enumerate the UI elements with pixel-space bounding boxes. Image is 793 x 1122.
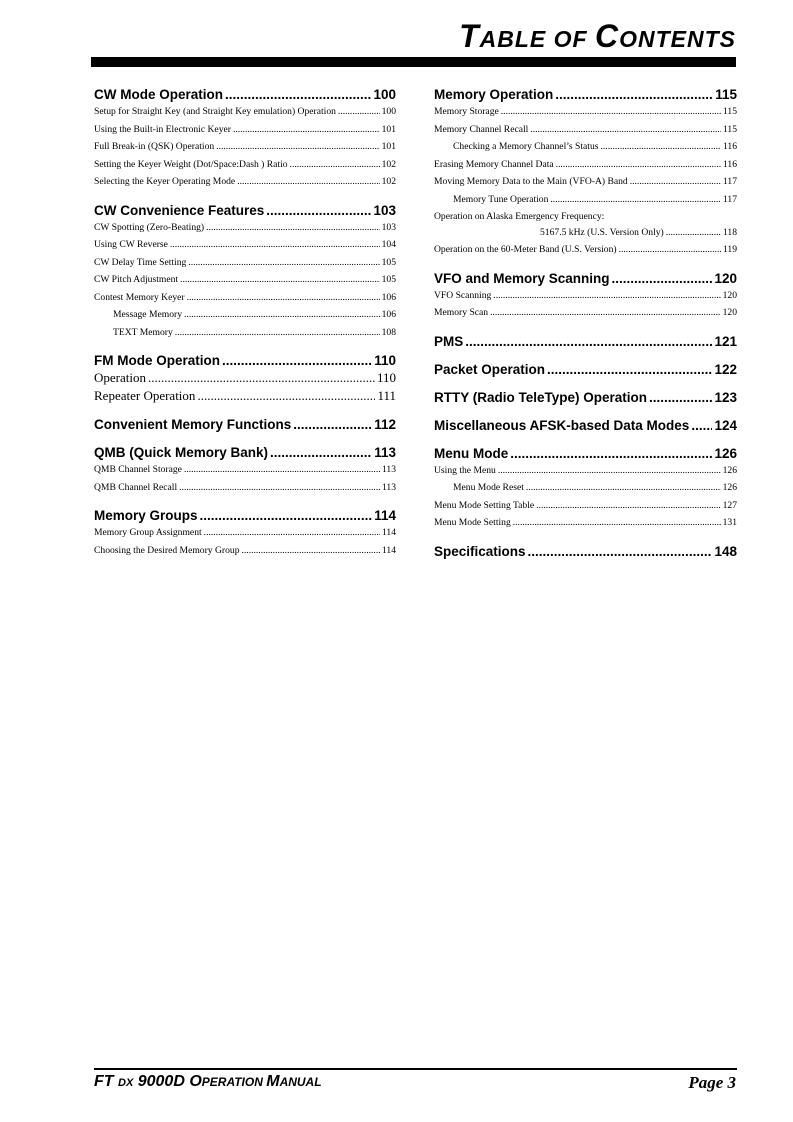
toc-entry-label: Menu Mode Setting [434, 517, 511, 528]
toc-subentry [94, 254, 396, 272]
toc-page-number: 115 [715, 87, 737, 102]
toc-page-number: 101 [381, 141, 396, 152]
toc-entry-label: TEXT Memory [113, 326, 173, 338]
toc-entry-label: Message Memory [113, 309, 183, 320]
dot-leader [513, 514, 721, 532]
toc-page-number: 104 [381, 239, 396, 250]
toc-page-number: 108 [381, 326, 396, 338]
toc-entry-label: Full Break-in (QSK) Operation [94, 141, 215, 152]
toc-entry-label: Menu Mode Reset [453, 482, 524, 493]
toc-page-number: 102 [381, 158, 396, 170]
toc-section-heading [94, 352, 396, 369]
dot-leader [493, 287, 720, 305]
dot-leader [266, 202, 371, 219]
title-rule [91, 57, 736, 67]
toc-section-heading [434, 543, 737, 560]
toc-page-number: 106 [381, 291, 396, 303]
toc-section-heading [434, 417, 737, 434]
dot-leader [222, 352, 372, 369]
toc-entry-label: Contest Memory Keyer [94, 291, 185, 303]
toc-page-number: 113 [381, 481, 396, 493]
toc-section-heading [434, 333, 737, 350]
toc-entry-label: Memory Channel Recall [434, 123, 529, 135]
dot-leader [184, 461, 380, 479]
page-title [459, 16, 736, 59]
toc-page-number: 112 [374, 417, 396, 432]
toc-entry-label: QMB Channel Storage [94, 464, 182, 475]
footer-rule [94, 1068, 737, 1070]
dot-leader [630, 173, 721, 191]
toc-subentry [434, 224, 737, 242]
toc-entry-label: Convenient Memory Functions [94, 417, 292, 432]
toc-subentry [434, 462, 737, 480]
dot-leader [498, 462, 721, 480]
dot-leader [197, 387, 375, 405]
dot-leader [338, 103, 380, 121]
dot-leader [691, 417, 712, 434]
footer-title-part: 9000D [133, 1073, 190, 1090]
toc-page-number: 123 [714, 389, 737, 405]
toc-page-number: 105 [381, 256, 396, 268]
footer-title-part: ANUAL [279, 1075, 322, 1089]
toc-page-number: 118 [722, 226, 737, 238]
dot-leader [612, 270, 713, 287]
toc-entry-label: Moving Memory Data to the Main (VFO-A) Band [434, 176, 628, 187]
toc-entry-label: Repeater Operation [94, 388, 196, 403]
toc-section-heading [434, 361, 737, 378]
toc-page-number: 106 [381, 309, 396, 320]
toc-entry-label: Menu Mode [434, 445, 509, 461]
toc-section-heading [434, 445, 737, 462]
toc-subentry [434, 287, 737, 305]
toc-entry-label: CW Spotting (Zero-Beating) [94, 221, 205, 233]
toc-page-number: 114 [381, 527, 396, 538]
footer-title-part: FT [94, 1073, 118, 1090]
toc-subentry [94, 289, 396, 307]
toc-entry-label: QMB (Quick Memory Bank) [94, 445, 269, 460]
dot-leader [225, 86, 371, 103]
toc-page-number: 121 [714, 333, 737, 349]
toc-subentry [434, 241, 737, 259]
toc-page-number: 126 [722, 464, 737, 476]
toc-entry-label: Packet Operation [434, 361, 546, 377]
footer-title-part: M [266, 1073, 280, 1090]
toc-subentry [94, 173, 396, 191]
toc-subentry [94, 121, 396, 139]
toc-page-number: 101 [381, 123, 396, 135]
toc-entry-label: VFO Scanning [434, 289, 492, 301]
toc-entry-label: CW Mode Operation [94, 87, 223, 102]
toc-page-number: 114 [381, 544, 396, 556]
toc-page-number: 131 [722, 517, 737, 528]
toc-page-number: 111 [377, 388, 396, 403]
dot-leader [510, 445, 712, 462]
toc-entry-label: Memory Groups [94, 508, 198, 523]
dot-leader [530, 121, 721, 139]
dot-leader [237, 173, 379, 191]
title-part: C [595, 18, 620, 54]
dot-leader [465, 333, 712, 350]
toc-subentry [94, 306, 396, 324]
dot-leader [188, 254, 379, 272]
toc-text-line: Operation on Alaska Emergency Frequency: [434, 211, 605, 222]
toc-page-number: 120 [722, 307, 737, 318]
toc-page-number: 110 [374, 353, 396, 368]
dot-leader [649, 389, 712, 406]
toc-subentry [434, 138, 737, 156]
toc-page-number: 100 [373, 87, 396, 102]
toc-page-number: 115 [722, 106, 737, 117]
toc-section-heading [94, 507, 396, 524]
footer-title-part: PERATION [201, 1075, 267, 1089]
toc-page-number: 126 [714, 445, 737, 461]
toc-entry-label: VFO and Memory Scanning [434, 270, 610, 286]
toc-page-number: 113 [381, 464, 396, 475]
toc-entry-label: Menu Mode Setting Table [434, 499, 535, 511]
toc-page-number: 124 [714, 417, 737, 433]
toc-entry-label: Memory Operation [434, 87, 554, 102]
title-part: ONTENTS [619, 26, 736, 52]
dot-leader [550, 191, 721, 209]
toc-page-number: 120 [722, 289, 737, 301]
toc-section-heading [434, 86, 737, 103]
toc-section-heading [94, 444, 396, 461]
toc-subentry [94, 236, 396, 254]
title-part: T [459, 18, 480, 54]
toc-right-column [434, 86, 737, 560]
toc-page-number: 113 [374, 445, 396, 460]
toc-subentry [94, 103, 396, 121]
toc-entry-label: Checking a Memory Channel’s Status [453, 141, 599, 152]
toc-subentry [94, 524, 396, 542]
toc-subentry [94, 479, 396, 497]
dot-leader [601, 138, 721, 156]
toc-entry-label: Memory Storage [434, 106, 499, 117]
toc-subentry [94, 156, 396, 174]
dot-leader [170, 236, 380, 254]
toc-subentry [434, 121, 737, 139]
toc-page-number: 117 [722, 193, 737, 205]
toc-subentry [434, 103, 737, 121]
dot-leader [270, 444, 372, 461]
toc-page-number: 103 [373, 202, 396, 218]
footer-page-number: Page 3 [688, 1073, 736, 1092]
toc-page-number: 117 [722, 176, 737, 187]
dot-leader [501, 103, 721, 121]
toc-left-column [94, 86, 396, 559]
toc-page-number: 126 [722, 482, 737, 493]
dot-leader [536, 497, 720, 515]
dot-leader [666, 224, 721, 242]
toc-entry-label: Using the Built-in Electronic Keyer [94, 123, 231, 135]
footer-title-part: DX [118, 1077, 134, 1089]
toc-page-number: 119 [722, 244, 737, 255]
toc-entry-label: Memory Group Assignment [94, 527, 202, 538]
toc-entry-label: Choosing the Desired Memory Group [94, 544, 240, 556]
dot-leader [547, 361, 712, 378]
dot-leader [148, 369, 375, 387]
toc-entry-label: Miscellaneous AFSK-based Data Modes [434, 417, 690, 433]
toc-entry-label: Operation on the 60-Meter Band (U.S. Version) [434, 244, 617, 255]
toc-entry-label: Erasing Memory Channel Data [434, 158, 554, 170]
toc-subentry [434, 479, 737, 497]
toc-entry-label: CW Delay Time Setting [94, 256, 187, 268]
toc-entry-label: Memory Tune Operation [453, 193, 549, 205]
dot-leader [204, 524, 380, 542]
toc-subentry [434, 156, 737, 174]
toc-subentry [94, 387, 396, 405]
toc-page-number: 110 [376, 370, 396, 385]
dot-leader [290, 156, 380, 174]
toc-subentry [94, 219, 396, 237]
dot-leader [242, 542, 380, 560]
dot-leader [184, 306, 380, 324]
toc-entry-label: Using the Menu [434, 464, 496, 476]
toc-entry-label: RTTY (Radio TeleType) Operation [434, 389, 648, 405]
toc-subentry [94, 461, 396, 479]
toc-subentry [434, 497, 737, 515]
toc-subentry [434, 173, 737, 191]
toc-subentry [434, 304, 737, 322]
toc-entry-label: Selecting the Keyer Operating Mode [94, 176, 236, 187]
toc-entry-label: Setup for Straight Key (and Straight Key emulation) Operation [94, 106, 336, 117]
toc-entry-label: CW Pitch Adjustment [94, 274, 179, 285]
dot-leader [619, 241, 721, 259]
toc-entry-label: Operation [94, 370, 146, 385]
toc-entry-label: PMS [434, 333, 464, 349]
toc-page-number: 115 [722, 123, 737, 135]
toc-subentry [434, 191, 737, 209]
toc-subentry [94, 138, 396, 156]
toc-section-heading [434, 389, 737, 406]
dot-leader [293, 416, 372, 433]
toc-page-number: 105 [381, 274, 396, 285]
dot-leader [216, 138, 379, 156]
dot-leader [526, 479, 721, 497]
toc-section-heading [94, 416, 396, 433]
toc-section-heading [434, 270, 737, 287]
title-part: ABLE OF [479, 26, 595, 52]
toc-entry-label: 5167.5 kHz (U.S. Version Only) [540, 226, 664, 238]
toc-page-number: 120 [714, 270, 737, 286]
toc-subentry [94, 324, 396, 342]
toc-page-number: 100 [381, 106, 396, 117]
toc-entry-label: FM Mode Operation [94, 353, 220, 368]
dot-leader [180, 271, 380, 289]
dot-leader [233, 121, 380, 139]
dot-leader [175, 324, 380, 342]
dot-leader [528, 543, 713, 560]
toc-entry-label: QMB Channel Recall [94, 481, 178, 493]
toc-entry-label: Specifications [434, 543, 526, 559]
dot-leader [187, 289, 380, 307]
toc-subentry [94, 369, 396, 387]
dot-leader [200, 507, 373, 524]
dot-leader [490, 304, 721, 322]
dot-leader [206, 219, 379, 237]
toc-entry-label: CW Convenience Features [94, 202, 265, 218]
dot-leader [555, 86, 713, 103]
toc-section-heading [94, 202, 396, 219]
toc-page-number: 122 [714, 361, 737, 377]
toc-page-number: 148 [714, 543, 737, 559]
toc-entry-label: Setting the Keyer Weight (Dot/Space:Dash ) Ratio [94, 158, 288, 170]
toc-subentry [94, 542, 396, 560]
toc-section-heading [94, 86, 396, 103]
toc-page-number: 114 [374, 508, 396, 523]
dot-leader [556, 156, 721, 174]
toc-page-number: 116 [722, 141, 737, 152]
footer-manual-title [94, 1073, 322, 1091]
toc-page-number: 127 [722, 499, 737, 511]
toc-page-number: 116 [722, 158, 737, 170]
toc-subentry [94, 271, 396, 289]
toc-page-number: 102 [381, 176, 396, 187]
dot-leader [179, 479, 380, 497]
footer-title-part: O [189, 1073, 202, 1090]
toc-subentry [434, 514, 737, 532]
toc-page-number: 103 [381, 221, 396, 233]
toc-entry-label: Memory Scan [434, 307, 489, 318]
toc-entry-label: Using CW Reverse [94, 239, 168, 250]
